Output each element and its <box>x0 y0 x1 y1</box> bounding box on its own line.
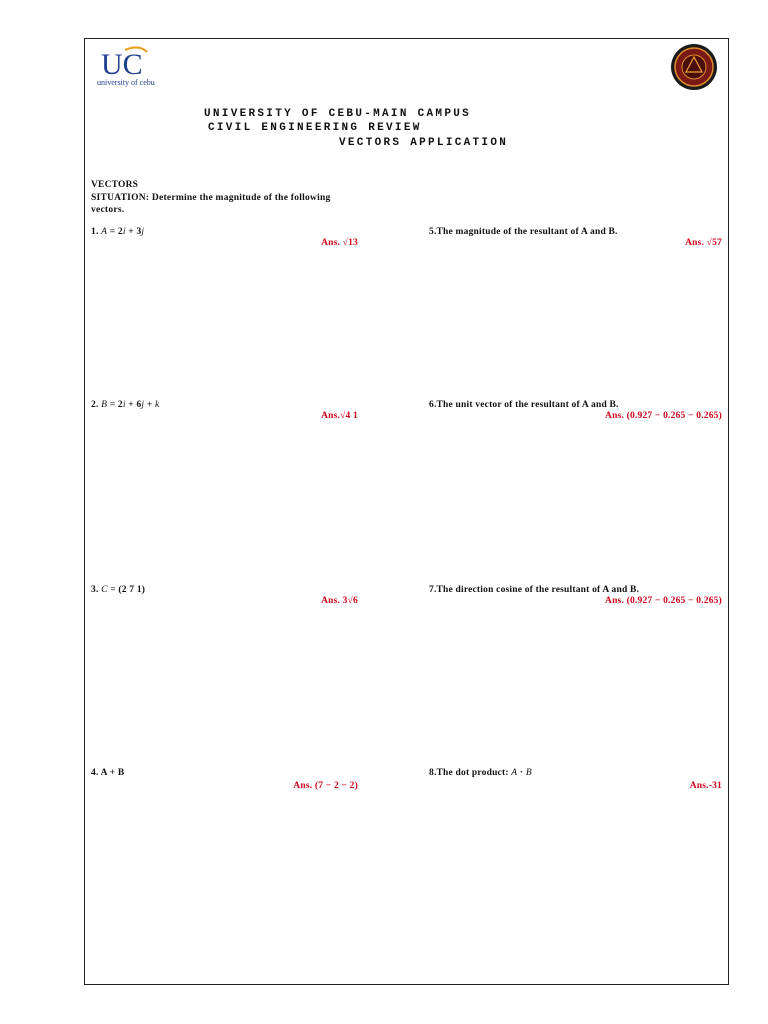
answer-3: Ans. 3√6 <box>321 596 358 606</box>
problem-8 <box>429 768 532 778</box>
expr-variable: C <box>101 585 108 595</box>
logo-caption: university of cebu <box>97 78 155 87</box>
expr-text: + <box>144 400 156 410</box>
expr-text: 2. <box>91 400 102 410</box>
expr-text: + 6 <box>125 400 142 410</box>
header-school-name: UNIVERSITY OF CEBU-MAIN CAMPUS <box>204 108 472 120</box>
expr-text: 7.The direction cosine of the resultant of A and B. <box>429 585 640 595</box>
answer-1: Ans. √13 <box>321 238 358 248</box>
expr-variable: j <box>141 400 145 410</box>
header-topic: VECTORS APPLICATION <box>339 137 509 149</box>
expr-variable: B <box>101 400 108 410</box>
expr-variable: k <box>155 400 160 410</box>
expr-text: 5.The magnitude of the resultant of A and B. <box>429 227 618 237</box>
seal-center <box>682 55 706 79</box>
expr-variable: A <box>101 227 108 237</box>
problem-6 <box>429 400 619 410</box>
expr-variable: B <box>525 768 532 778</box>
expr-text: 3. <box>91 585 102 595</box>
problem-3 <box>91 585 145 595</box>
expr-text: 8.The dot product: <box>429 768 512 778</box>
section-title: VECTORS <box>91 180 139 190</box>
expr-text: 6.The unit vector of the resultant of A and B. <box>429 400 619 410</box>
expr-text: 4. A + B <box>91 768 125 778</box>
problem-4 <box>91 768 124 778</box>
expr-variable: j <box>141 227 145 237</box>
situation-text: Determine the magnitude of the following vectors. <box>91 193 331 215</box>
expr-text: = 2 <box>107 227 123 237</box>
situation-statement <box>91 192 361 216</box>
problem-1 <box>91 227 144 237</box>
expr-text: + 3 <box>125 227 142 237</box>
answer-7: Ans. (0.927 − 0.265 − 0.265) <box>605 596 722 606</box>
college-seal <box>669 42 719 92</box>
problem-7 <box>429 585 639 595</box>
header-course: CIVIL ENGINEERING REVIEW <box>208 122 422 134</box>
situation-label: SITUATION: <box>91 193 150 203</box>
answer-6: Ans. (0.927 − 0.265 − 0.265) <box>605 411 722 421</box>
expr-variable: i <box>122 227 126 237</box>
problem-2 <box>91 400 159 410</box>
page-border <box>84 38 729 985</box>
answer-5: Ans. √57 <box>685 238 722 248</box>
answer-4: Ans. (7 − 2 − 2) <box>293 781 358 791</box>
logo-letters: UC <box>101 48 143 81</box>
university-of-cebu-logo <box>95 44 175 88</box>
expr-text: · <box>517 768 526 778</box>
expr-variable: i <box>122 400 126 410</box>
problem-5 <box>429 227 618 237</box>
answer-2: Ans.√4 1 <box>321 411 358 421</box>
expr-text: 1. <box>91 227 102 237</box>
answer-8: Ans.-31 <box>689 781 722 791</box>
expr-text: = 2 <box>107 400 123 410</box>
expr-text: = (2 7 1) <box>107 585 146 595</box>
expr-variable: A <box>511 768 518 778</box>
